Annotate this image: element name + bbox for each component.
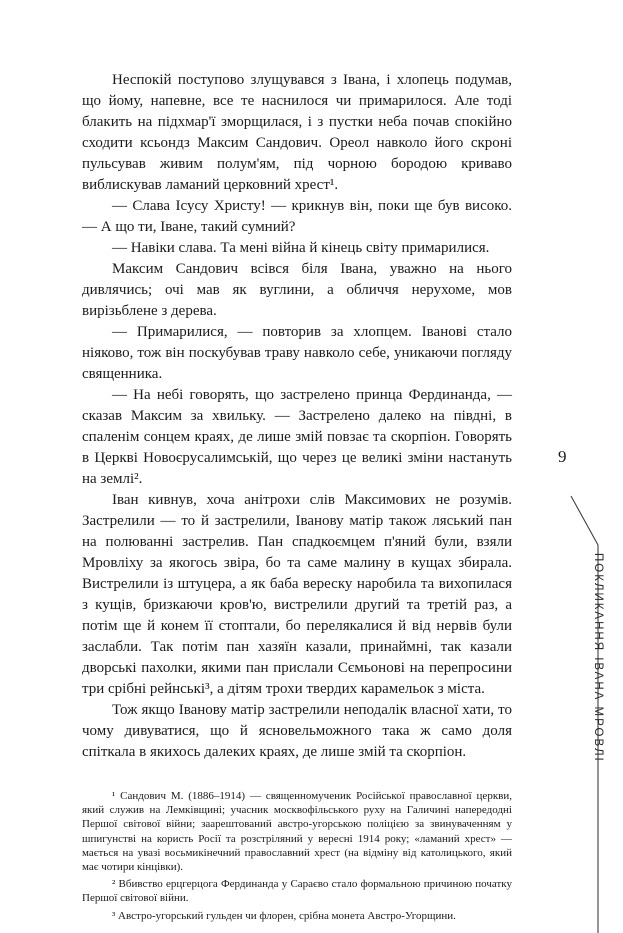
footnote: ¹ Сандович М. (1886–1914) — священномученик Російської православної церкви, який служив на Лемківщині; учасник москвофільського руху на Галичині напередодні Першої світової війни; заарештований австро-угорською поліцією за звинуваченням у шпигунстві на користь Росії та розстріляний у вересні 1914 року; «ламаний хрест» — мається на увазі восьмикінечний православний хрест (на відміну від католицького, який має чотири кінцівки).	[82, 790, 512, 874]
main-text-block	[82, 70, 512, 926]
book-title-vertical: ПОКЛИКАННЯ ІВАНА МРОВЛІ	[592, 553, 604, 763]
paragraph: Тож якщо Іванову матір застрелили неподалік власної хати, то чому дивуватися, що й ясновельможного така ж само доля спіткала в якихось далеких краях, де лише змій та скорпіон.	[82, 702, 512, 760]
paragraph: Іван кивнув, хоча анітрохи слів Максимових не розумів. Застрелили — то й застрелили, Іванову матір також ляський пан на полюванні застрелив. Пан спадкоємцем п'яний були, взяли Мровліху за якогось звіра, бо та саме малину в кущах збирала. Вистрелили із штуцера, а як баба вереску наробила та вихопилася з кущів, бризкаючи кров'ю, вистрелили другий та третій раз, а потім ще й конем її стоптали, бо перелякалися й від нервів були заслабли. Так потім пан хазяїн казали, принаймні, так казали дворські пахолки, якими пан прислали Сємьонові на перепросини три срібні рейнські³, а дітям трохи твердих карамельок з міста.	[82, 492, 512, 697]
footnote: ² Вбивство ерцгерцога Фердинанда у Сараєво стало формальною причиною початку Першої світової війни.	[82, 878, 512, 905]
paragraph: — На небі говорять, що застрелено принца Фердинанда, — сказав Максим за хвильку. — Застрелено далеко на півдні, в спаленім сонцем краях, де лише змій повзає та скорпіон. Говорять в Церкві Новоєрусалимській, що через це великі зміни настануть на землі².	[82, 387, 512, 487]
paragraph: Максим Сандович всівся біля Івана, уважно на нього дивлячись; очі мав як вуглини, а обличчя нерухоме, мов вирізьблене з дерева.	[82, 261, 512, 319]
paragraph: — Навіки слава. Та мені війна й кінець світу примарилися.	[112, 240, 490, 256]
paragraph: — Примарилися, — повторив за хлопцем. Іванові стало ніяково, тож він поскубував траву навколо себе, уникаючи погляду священника.	[82, 324, 512, 382]
page-number: 9	[558, 447, 567, 466]
paragraph: Неспокій поступово злущувався з Івана, і хлопець подумав, що йому, напевне, все те наснилося чи примарилося. Але тоді блакить на підхмар'ї зморщилася, і з пустки неба почав спокійно сходити ксьондз Максим Сандович. Ореол навколо його скроні пульсував живим полум'ям, під чорною бородою криваво виблискував ламаний церковний хрест¹.	[82, 72, 512, 193]
paragraph: — Слава Ісусу Христу! — крикнув він, поки ще був високо. — А що ти, Іване, такий сумний?	[82, 198, 512, 235]
footnotes	[82, 789, 512, 923]
footnote: ³ Австро-угорський гульден чи флорен, срібна монета Австро-Угорщини.	[112, 909, 456, 922]
